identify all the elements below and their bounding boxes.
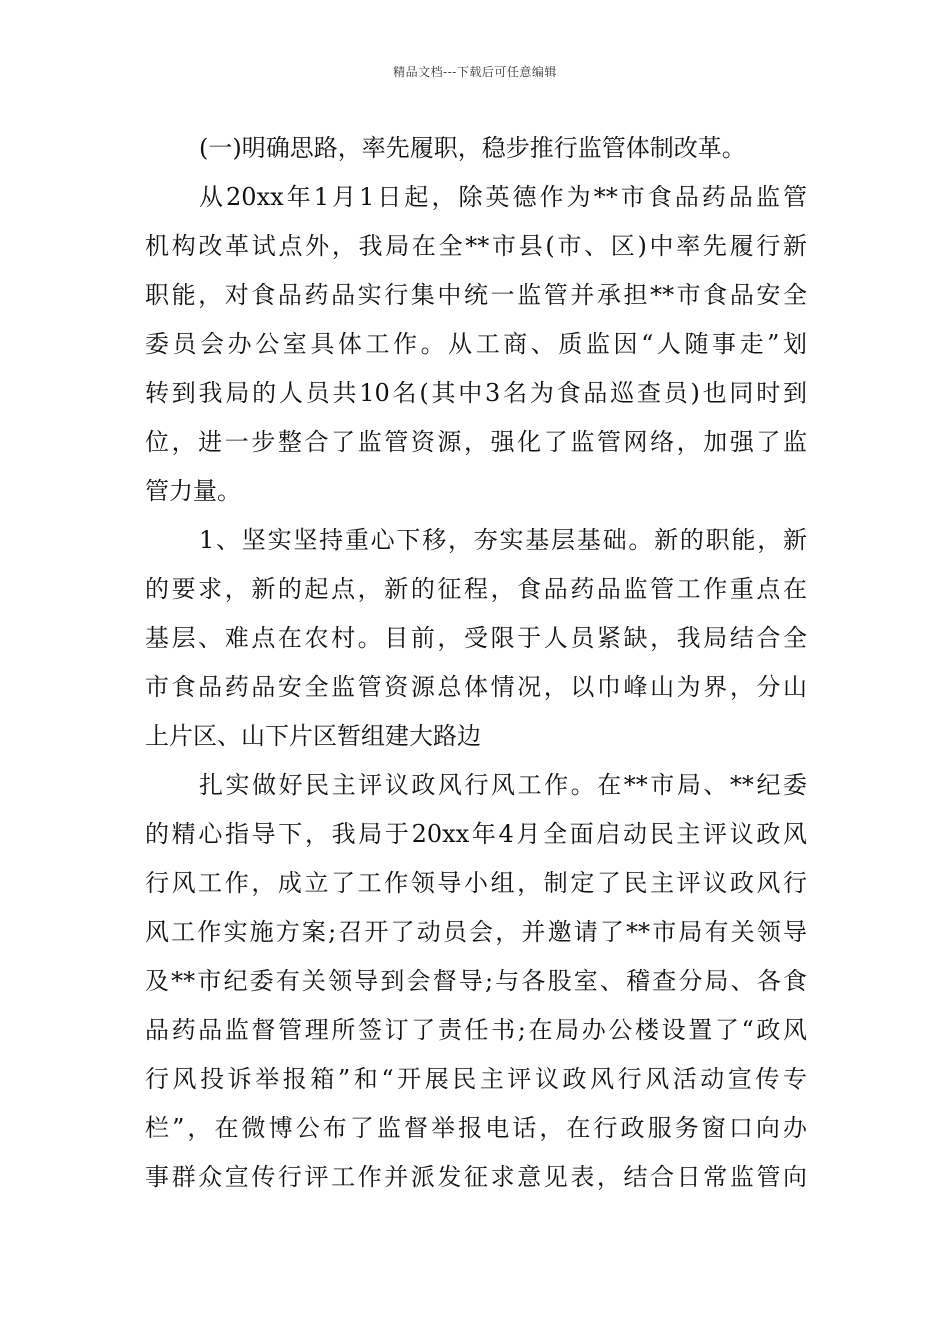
paragraph-line: 位，进一步整合了监管资源，强化了监管网络，加强了监 [145,428,807,456]
document-body [145,124,807,1202]
paragraph-line: 行风投诉举报箱”和“开展民主评议政风行风活动宣传专 [145,1065,807,1093]
paragraph-line: 品药品监督管理所签订了责任书;在局办公楼设置了“政风 [145,1016,807,1044]
paragraph-line: 的要求，新的起点，新的征程，食品药品监管工作重点在 [145,575,807,603]
paragraph-line: 转到我局的人员共10名(其中3名为食品巡查员)也同时到 [145,379,807,407]
paragraph-line: 管力量。 [145,477,241,505]
paragraph-line: 上片区、山下片区暂组建大路边 [145,722,481,750]
paragraph-line: 行风工作，成立了工作领导小组，制定了民主评议政风行 [145,869,807,897]
paragraph-line: 基层、难点在农村。目前，受限于人员紧缺，我局结合全 [145,624,807,652]
paragraph-line: 及**市纪委有关领导到会督导;与各股室、稽查分局、各食 [145,967,807,995]
paragraph-line: 从20xx年1月1日起，除英德作为**市食品药品监管 [199,183,807,211]
paragraph-line: 栏”，在微博公布了监督举报电话，在行政服务窗口向办 [145,1114,807,1142]
page-header: 精品文档---下载后可任意编辑 [393,65,557,79]
paragraph-line: 1、坚实坚持重心下移，夯实基层基础。新的职能，新 [199,526,807,554]
paragraph-line: 的精心指导下，我局于20xx年4月全面启动民主评议政风 [145,820,807,848]
paragraph-line: 委员会办公室具体工作。从工商、质监因“人随事走”划 [145,330,807,358]
paragraph-line: 职能，对食品药品实行集中统一监管并承担**市食品安全 [145,281,807,309]
paragraph-line: 扎实做好民主评议政风行风工作。在**市局、**纪委 [199,771,807,799]
paragraph-line: 机构改革试点外，我局在全**市县(市、区)中率先履行新 [145,232,807,260]
section-heading: (一)明确思路，率先履职，稳步推行监管体制改革。 [199,134,746,162]
paragraph-line: 事群众宣传行评工作并派发征求意见表，结合日常监管向 [145,1163,807,1191]
paragraph-line: 市食品药品安全监管资源总体情况，以巾峰山为界，分山 [145,673,807,701]
paragraph-line: 风工作实施方案;召开了动员会，并邀请了**市局有关领导 [145,918,807,946]
